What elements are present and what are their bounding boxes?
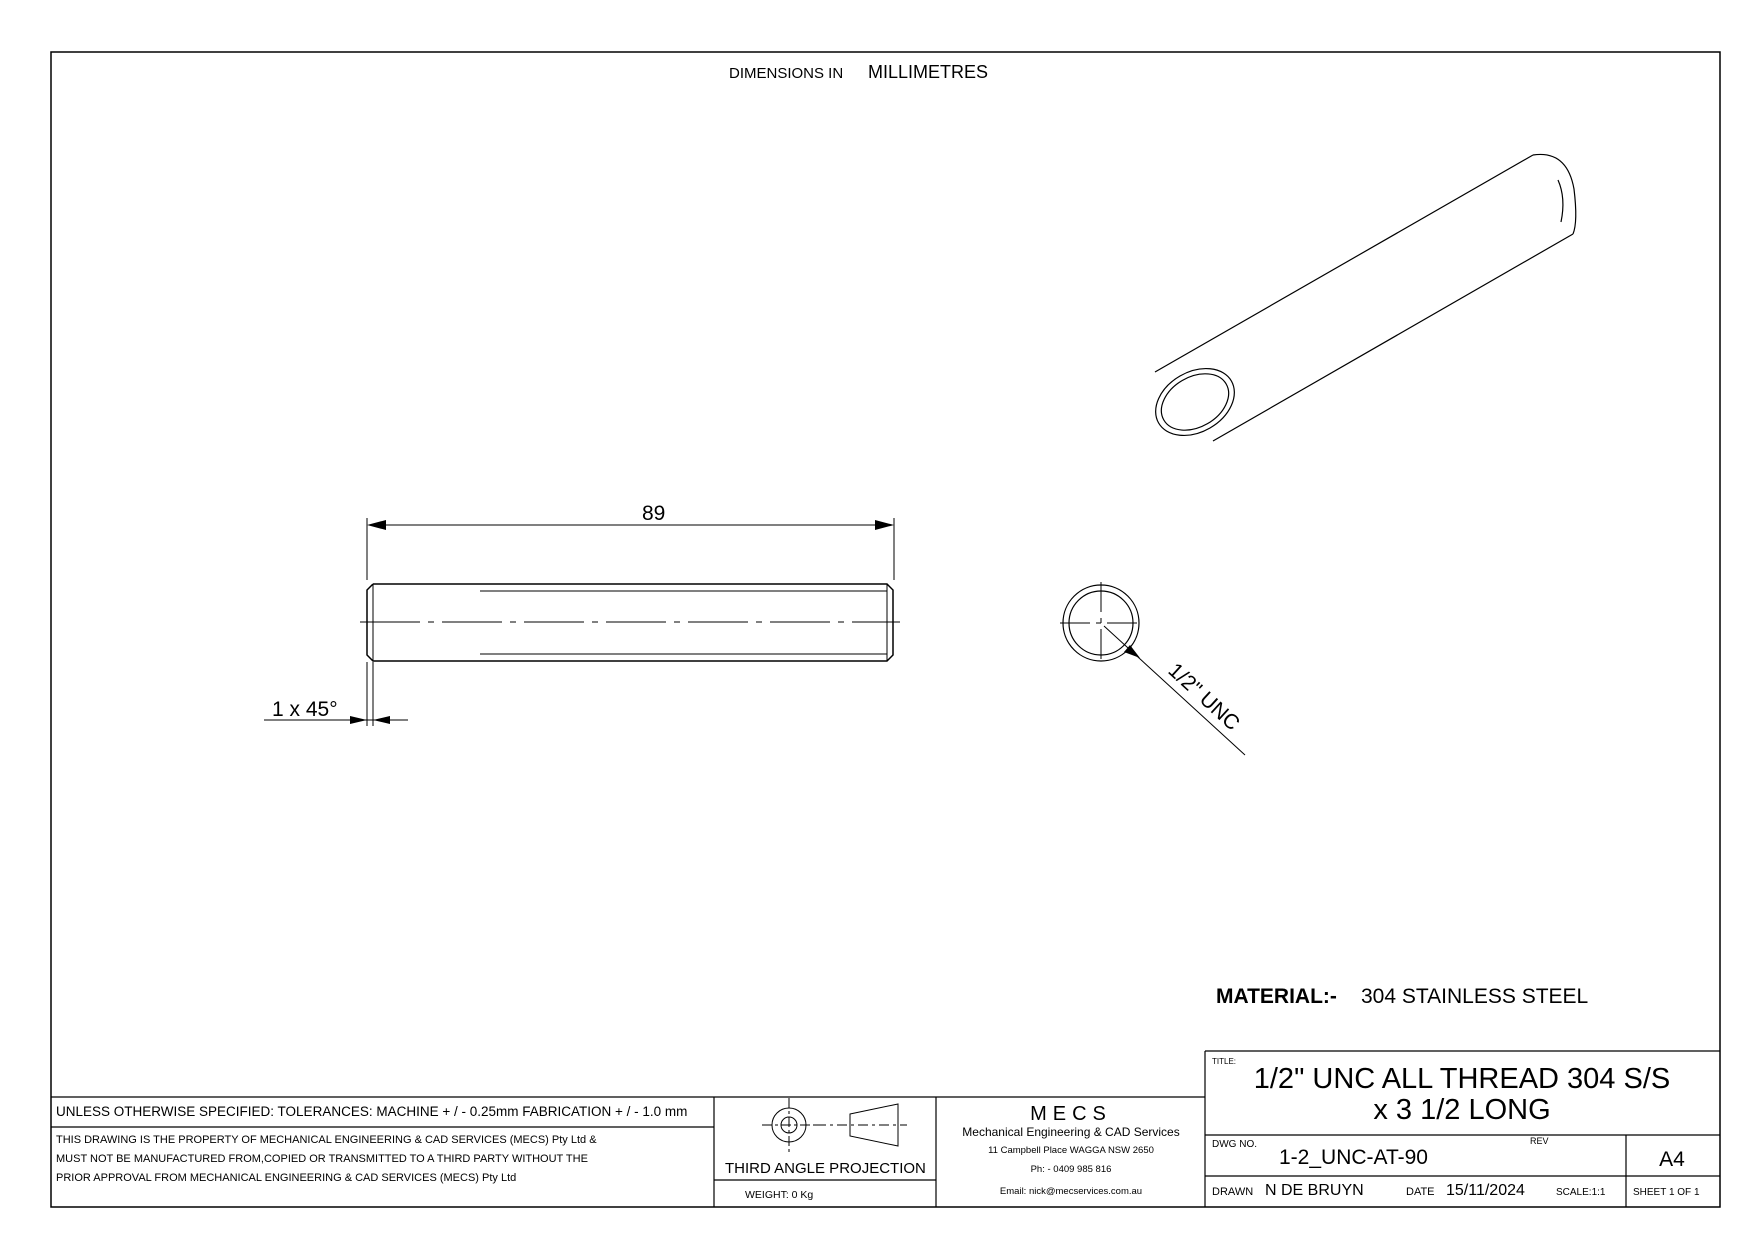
drawing-date: 15/11/2024 — [1446, 1182, 1525, 1199]
date-label: DATE — [1406, 1186, 1435, 1198]
company-logo: MECS — [1030, 1103, 1112, 1125]
dwg-no-label: DWG NO. — [1212, 1139, 1257, 1150]
company-email: Email: nick@mecservices.com.au — [999, 1186, 1143, 1197]
property-notice-line-1: THIS DRAWING IS THE PROPERTY OF MECHANICAL ENGINEERING & CAD SERVICES (MECS) Pty Ltd & — [56, 1134, 597, 1146]
scale-value: SCALE:1:1 — [1556, 1187, 1606, 1198]
property-notice-line-3: PRIOR APPROVAL FROM MECHANICAL ENGINEERING & CAD SERVICES (MECS) Pty Ltd — [56, 1172, 517, 1184]
sheet-size: A4 — [1659, 1148, 1685, 1171]
rev-label: REV — [1530, 1136, 1549, 1146]
dimensions-label: DIMENSIONS IN — [729, 65, 844, 82]
drawing-title-line-2: x 3 1/2 LONG — [1373, 1094, 1551, 1126]
drawing-title-line-1: 1/2" UNC ALL THREAD 304 S/S — [1253, 1063, 1671, 1095]
third-angle-projection-icon — [762, 1098, 907, 1152]
title-label: TITLE: — [1212, 1057, 1237, 1066]
property-notice-line-2: MUST NOT BE MANUFACTURED FROM,COPIED OR TRANSMITTED TO A THIRD PARTY WITHOUT THE — [56, 1153, 588, 1165]
projection-label: THIRD ANGLE PROJECTION — [725, 1160, 926, 1177]
dimensions-unit: MILLIMETRES — [868, 62, 989, 82]
drawn-by: N DE BRUYN — [1265, 1182, 1364, 1199]
material-label: MATERIAL:- — [1216, 985, 1337, 1008]
drawing-number: 1-2_UNC-AT-90 — [1279, 1146, 1428, 1169]
drawn-label: DRAWN — [1212, 1186, 1254, 1198]
company-name: Mechanical Engineering & CAD Services — [962, 1125, 1180, 1139]
material-value: 304 STAINLESS STEEL — [1361, 985, 1589, 1008]
company-phone: Ph: - 0409 985 816 — [1030, 1164, 1112, 1175]
sheet-number: SHEET 1 OF 1 — [1633, 1187, 1700, 1198]
sheet-border — [51, 52, 1720, 1207]
company-address: 11 Campbell Place WAGGA NSW 2650 — [988, 1145, 1154, 1156]
weight-value: WEIGHT: 0 Kg — [745, 1189, 814, 1201]
isometric-view — [1144, 154, 1576, 449]
side-view — [264, 518, 900, 726]
chamfer-dimension: 1 x 45° — [272, 698, 338, 721]
end-view — [1060, 582, 1245, 755]
tolerances-note: UNLESS OTHERWISE SPECIFIED: TOLERANCES: MACHINE + / - 0.25mm FABRICATION + / - 1.0 mm — [56, 1104, 688, 1119]
length-dimension: 89 — [642, 502, 666, 525]
thread-callout: 1/2" UNC — [1163, 658, 1245, 736]
